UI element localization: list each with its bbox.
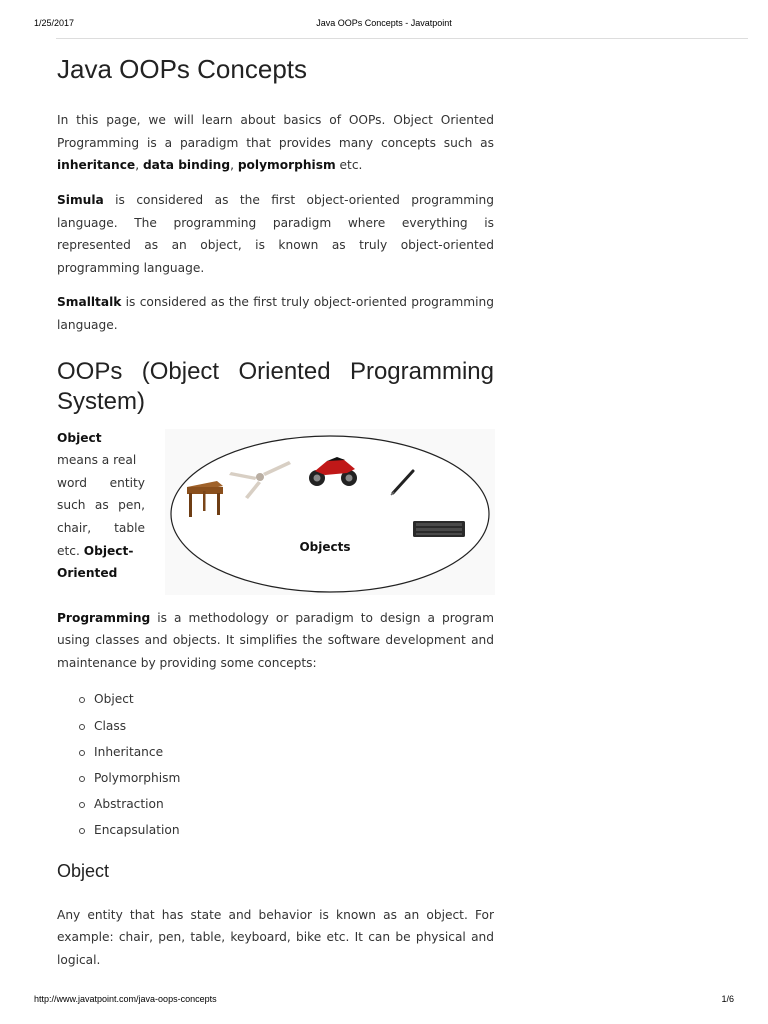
objects-diagram xyxy=(165,429,495,595)
page-title: Java OOPs Concepts xyxy=(57,54,307,84)
object-def-line xyxy=(57,540,145,563)
smalltalk-paragraph xyxy=(57,291,494,336)
intro-text: In this page, we will learn about basics of OOPs. Object Oriented Programming is a paradigm that provides many concepts such as xyxy=(57,113,494,150)
section-heading-object: Object xyxy=(57,860,110,881)
list-item: Inheritance xyxy=(94,739,494,765)
object-def-line: word entity xyxy=(57,475,145,490)
term-object-oriented: Object- xyxy=(83,543,134,558)
object-def-line: means a real xyxy=(57,453,137,468)
intro-paragraph xyxy=(57,109,494,177)
programming-paragraph xyxy=(57,607,494,675)
page-url: http://www.javatpoint.com/java-oops-concepts xyxy=(34,994,217,1004)
term-smalltalk: Smalltalk xyxy=(57,295,122,310)
object-paragraph: Any entity that has state and behavior is known as an object. For example: chair, pen, table, keyboard, bike etc. It can be physical and logical. xyxy=(57,907,494,967)
separator: , xyxy=(230,158,238,173)
smalltalk-text: is considered as the first truly object-oriented programming language. xyxy=(57,295,494,332)
term-simula: Simula xyxy=(57,192,104,207)
simula-text: is considered as the first object-oriented programming language. The programming paradigm where everything is represented as an object, is known as truly object-oriented programming language. xyxy=(57,192,494,275)
object-def-line: chair, table xyxy=(57,520,145,535)
programming-text: is a methodology or paradigm to design a program using classes and objects. It simplifies the software development and maintenance by providing some concepts: xyxy=(57,610,494,670)
print-date: 1/25/2017 xyxy=(34,18,75,28)
list-item: Abstraction xyxy=(94,791,494,817)
article xyxy=(57,54,494,971)
term-polymorphism: polymorphism xyxy=(237,158,336,173)
section-heading-oops: OOPs (Object Oriented Programming System) xyxy=(57,357,494,415)
separator: , xyxy=(135,158,143,173)
concepts-list xyxy=(57,686,494,843)
object-definition xyxy=(57,427,145,585)
term-object: Object xyxy=(57,430,102,445)
keyboard-icon xyxy=(413,521,465,537)
object-def-line: such as pen, xyxy=(57,498,145,513)
term-data-binding: data binding xyxy=(142,158,231,173)
list-item: Polymorphism xyxy=(94,765,494,791)
list-item: Class xyxy=(94,713,494,739)
objects-label: Objects xyxy=(299,539,351,554)
term-oriented: Oriented xyxy=(57,566,118,581)
term-inheritance: inheritance xyxy=(57,158,136,173)
page-number: 1/6 xyxy=(721,994,734,1004)
intro-text-end: etc. xyxy=(335,158,363,173)
term-programming: Programming xyxy=(57,610,151,625)
list-item: Object xyxy=(94,686,494,712)
print-page-title: Java OOPs Concepts - Javatpoint xyxy=(316,18,452,28)
object-figure-row xyxy=(57,427,494,597)
list-item: Encapsulation xyxy=(94,817,494,843)
header-divider xyxy=(56,38,748,39)
simula-paragraph xyxy=(57,189,494,279)
object-def-etc: etc. xyxy=(57,543,84,558)
